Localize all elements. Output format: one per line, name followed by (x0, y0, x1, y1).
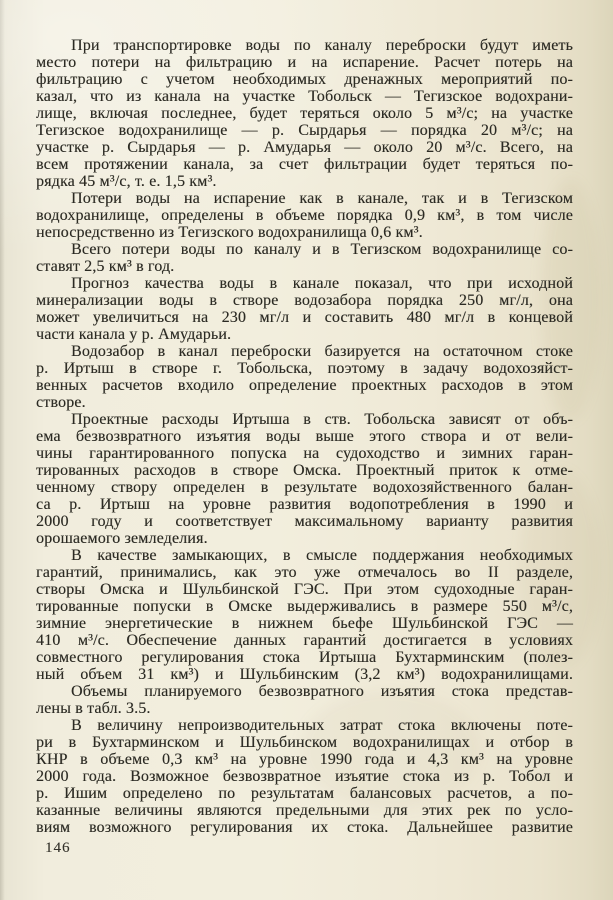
text-line: створе. (36, 394, 86, 411)
text-line: ченному створу определен в результате водохозяйственного балан- (36, 479, 573, 496)
text-line: венных расчетов входило определение проектных расходов в этом (36, 377, 573, 394)
text-line: ный объем 31 км³) и Шульбинским (3,2 км³) водохранилищами. (36, 666, 573, 683)
text-line: виям возможного регулирования их стока. Дальнейшее развитие (36, 819, 573, 836)
text-line: Всего потери воды по каналу и в Тегизском водохранилище со- (71, 241, 573, 258)
text-line: Проектные расходы Иртыша в ств. Тобольска зависят от объ- (71, 411, 573, 428)
text-line: участке р. Сырдарья — р. Амударья — около 20 м³/с. Всего, на (36, 139, 573, 156)
text-line: Прогноз качества воды в канале показал, что при исходной (71, 275, 573, 292)
text-line: ема безвозвратного изъятия воды выше этого створа и от вели- (36, 428, 573, 445)
text-line: ри в Бухтарминском и Шульбинском водохранилищах и отбор в (36, 734, 573, 751)
text-line: Объемы планируемого безвозвратного изъятия стока представ- (71, 683, 573, 700)
text-line: всем протяжении канала, за счет фильтрации будет теряться по- (36, 156, 573, 173)
text-line: место потери на фильтрацию и на испарение. Расчет потерь на (36, 54, 573, 71)
text-line: минерализации воды в створе водозабора порядка 250 мг/л, она (36, 292, 573, 309)
text-line: р. Иртыш в створе г. Тобольска, поэтому в задачу водохозяйст- (36, 360, 573, 377)
text-line: р. Ишим определено по результатам балансовых расчетов, а по- (36, 785, 573, 802)
text-line: ставят 2,5 км³ в год. (36, 258, 175, 275)
text-line: При транспортировке воды по каналу переброски будут иметь (71, 37, 573, 54)
text-line: части канала у р. Амударьи. (36, 326, 232, 343)
text-line: чины гарантированного попуска на судоходство и зимних гаран- (36, 445, 573, 462)
text-line: может увеличиться на 230 мг/л и составить 480 мг/л в концевой (36, 309, 573, 326)
page-number: 146 (45, 840, 71, 856)
text-line: гарантий, принимались, как это уже отмечалось во II разделе, (36, 564, 573, 581)
text-line: непосредственно из Тегизского водохранилища 0,6 км³. (36, 224, 423, 241)
text-line: КНР в объеме 0,3 км³ на уровне 1990 года и 4,3 км³ на уровне (36, 751, 573, 768)
text-line: казал, что из канала на участке Тобольск — Тегизское водохрани- (36, 88, 573, 105)
text-line: 2000 года. Возможное безвозвратное изъятие стока из р. Тобол и (36, 768, 573, 785)
text-line: орошаемого земледелия. (36, 530, 208, 547)
text-line: лены в табл. 3.5. (36, 700, 151, 717)
text-line: Водозабор в канал переброски базируется на остаточном стоке (71, 343, 573, 360)
text-line: 2000 году и соответствует максимальному варианту развития (36, 513, 573, 530)
text-line: тированных расходов в створе Омска. Проектный приток к отме- (36, 462, 573, 479)
text-line: Тегизское водохранилище — р. Сырдарья — порядка 20 м³/с; на (36, 122, 573, 139)
text-line: рядка 45 м³/с, т. е. 1,5 км³. (36, 173, 217, 190)
text-line: 410 м³/с. Обеспечение данных гарантий достигается в условиях (36, 632, 573, 649)
text-block (36, 37, 573, 836)
text-line: са р. Иртыш на уровне развития водопотребления в 1990 и (36, 496, 573, 513)
text-line: фильтрацию с учетом необходимых дренажных мероприятий по- (36, 71, 573, 88)
text-line: тированные попуски в Омске выдерживались в размере 550 м³/с, (36, 598, 573, 615)
text-line: зимние энергетические в нижнем бьефе Шульбинской ГЭС — (36, 615, 573, 632)
text-line: казанные величины являются предельными для этих рек по усло- (36, 802, 573, 819)
text-line: В качестве замыкающих, в смысле поддержания необходимых (71, 547, 573, 564)
text-line: Потери воды на испарение как в канале, так и в Тегизском (71, 190, 573, 207)
text-line: совместного регулирования стока Иртыша Бухтарминским (полез- (36, 649, 573, 666)
text-line: водохранилище, определены в объеме порядка 0,9 км³, в том числе (36, 207, 573, 224)
text-line: лище, включая последнее, будет теряться около 5 м³/с; на участке (36, 105, 573, 122)
text-line: В величину непроизводительных затрат стока включены поте- (71, 717, 573, 734)
text-line: створы Омска и Шульбинской ГЭС. При этом судоходные гаран- (36, 581, 573, 598)
